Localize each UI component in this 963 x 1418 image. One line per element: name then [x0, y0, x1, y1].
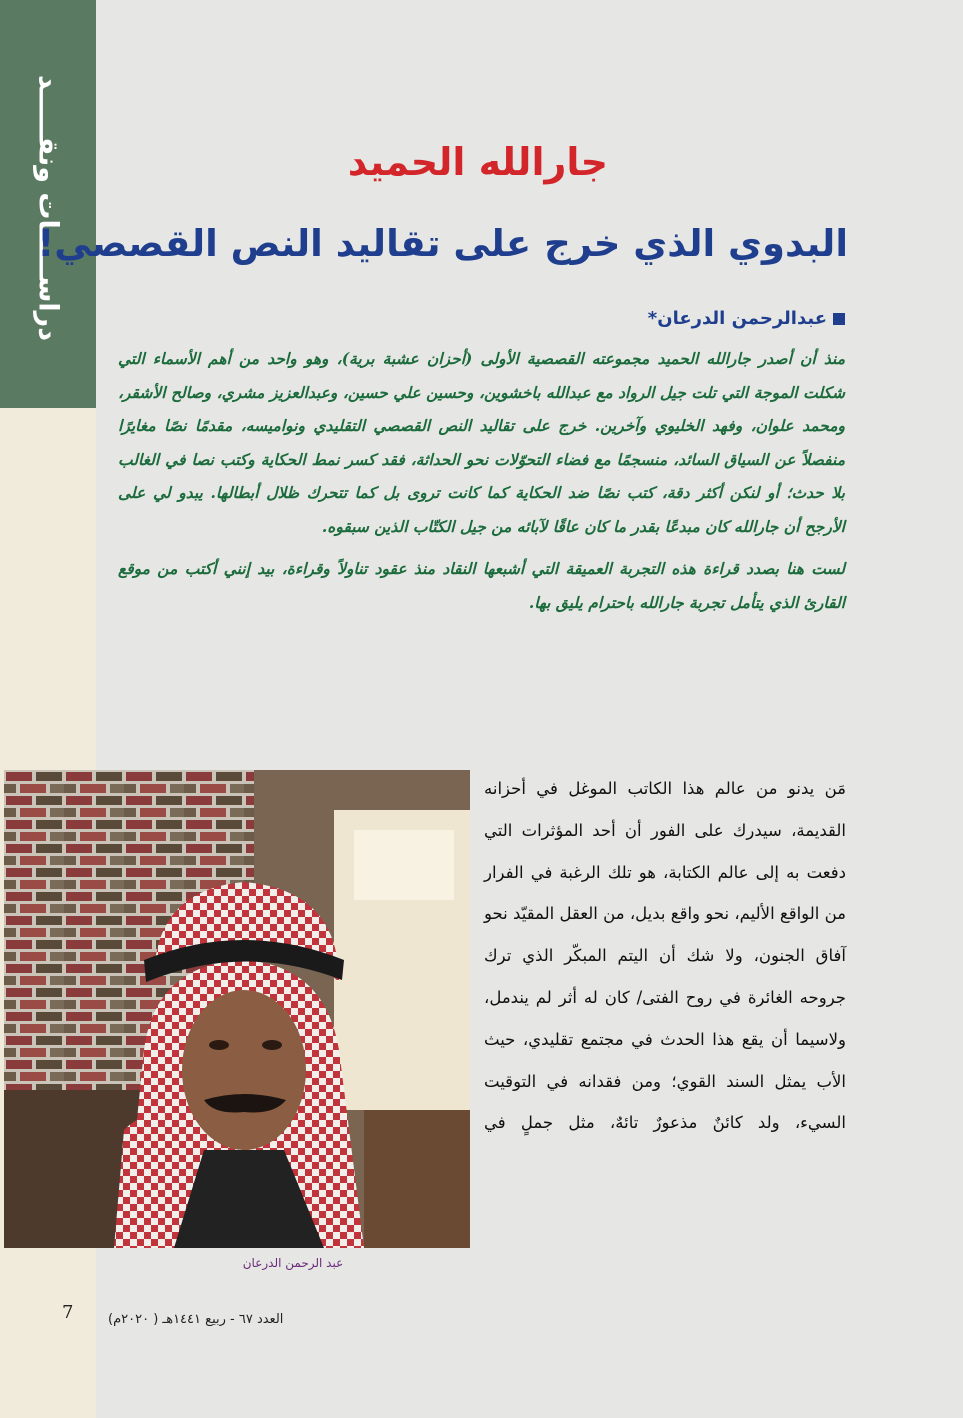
photo-caption: عبد الرحمن الدرعان — [242, 1256, 344, 1270]
portrait-illustration — [4, 770, 470, 1248]
author-name: عبدالرحمن الدرعان* — [647, 308, 827, 329]
intro-paragraph: منذ أن أصدر جارالله الحميد مجموعته القصصية الأولى (أحزان عشبة برية)، وهو واحد من أهم الأسماء التي شكلت الموجة التي تلت جيل الرواد مع عبدالله باخشوين، وحسين علي حسين، وعبدالعزيز مشري، وصالح الأشقر، ومحمد علوان، وفهد الخليوي وآخرين. خرج على تقاليد النص القصصي التقليدي ونواميسه، مقدمًا نصًا مغايرًا منفصلاً عن السياق السائد، منسجمًا مع فضاء التحوّلات نحو الحداثة، فقد كسر نمط الحكاية وكتب نصا في الغالب بلا حدث؛ أو لنكن أكثر دقة، كتب نصًا ضد الحكاية كما كانت تروى بل كما تتحرك ظلال أبطالها. يبدو لي على الأرجح أن جارالله كان مبدعًا بقدر ما كان عاقًا لآبائه من جيل الكتّاب الذين سبقوه. — [118, 349, 845, 536]
byline — [648, 308, 845, 329]
article-intro — [118, 342, 845, 619]
author-photo — [4, 770, 470, 1248]
issue-info: العدد ٦٧ - ربيع ١٤٤١هـ ( ٢٠٢٠م) — [108, 1312, 284, 1327]
body-paragraph: مَن يدنو من عالم هذا الكاتب الموغل في أحزانه القديمة، سيدرك على الفور أن أحد المؤثرات التي دفعت به إلى عالم الكتابة، هو تلك الرغبة في الفرار من الواقع الأليم، نحو واقع بديل، من العقل المقيّد نحو آفاق الجنون، ولا شك أن اليتم المبكّر الذي ترك جروحه الغائرة في روح الفتى/ كان له أثر لم يندمل، ولاسيما أن يقع هذا الحدث في مجتمع تقليدي، حيث الأب يمثل السند القوي؛ ومن فقدانه في التوقيت السيء، ولد كائنٌ مذعورٌ تائهٌ، مثل جملٍ في — [484, 779, 846, 1133]
article-headline: البدوي الذي خرج على تقاليد النص القصصي! — [37, 222, 848, 265]
article-body — [484, 768, 846, 1144]
page-number: 7 — [62, 1302, 74, 1323]
intro-paragraph: لست هنا بصدد قراءة هذه التجربة العميقة التي أشبعها النقاد منذ عقود تناولاً وقراءة، بيد إنني أكتب من موقع القارئ الذي يتأمل تجربة جارالله باحترام يليق بها. — [118, 559, 845, 612]
byline-square-icon — [833, 313, 845, 325]
section-label: دراســـــات ونقـــــد — [32, 74, 64, 342]
article-kicker: جارالله الحميد — [347, 140, 608, 184]
section-tab — [0, 0, 96, 408]
